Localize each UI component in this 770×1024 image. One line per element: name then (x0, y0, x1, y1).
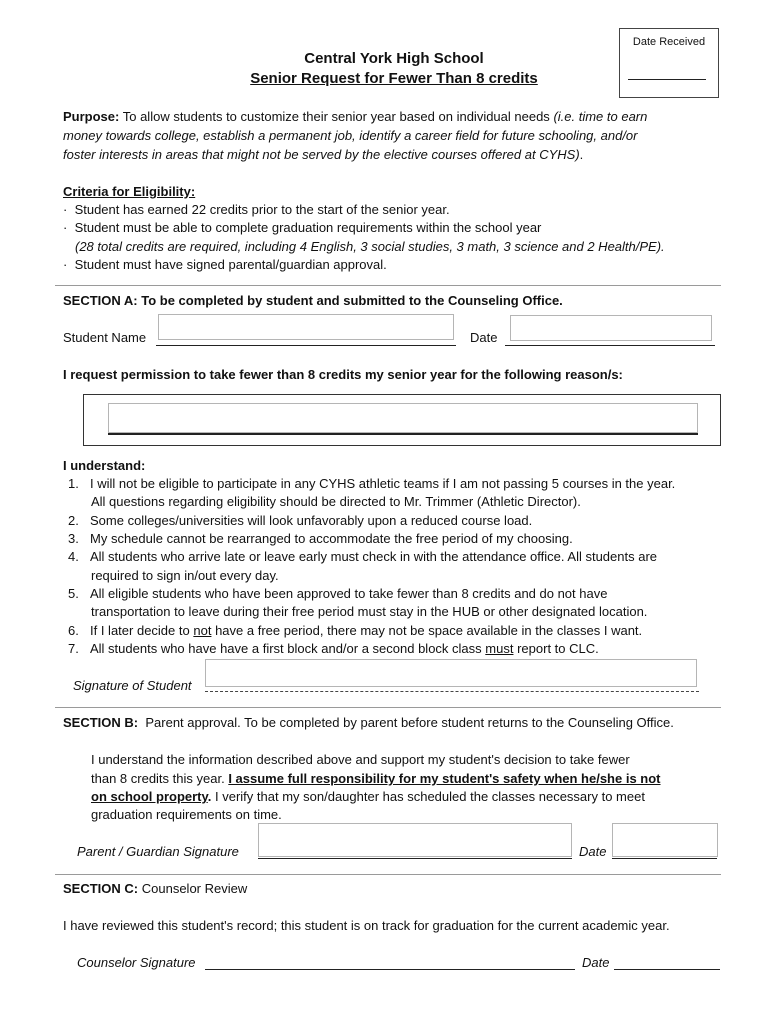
student-name-input[interactable] (158, 314, 454, 340)
reason-input[interactable] (108, 403, 698, 433)
criteria-item-3: · Student must have signed parental/guardian approval. (63, 257, 387, 272)
section-b-line-3-text: I verify that my son/daughter has scheduled the classes necessary to meet (215, 789, 645, 804)
understand-item-7 (68, 640, 599, 658)
section-c-label: SECTION C: (63, 881, 139, 896)
understand-heading: I understand: (63, 458, 146, 473)
responsibility-statement-end: on school property (91, 789, 208, 804)
parent-date-line (612, 858, 717, 859)
criteria-item-2-text: Student must be able to complete graduation requirements within the school year (74, 220, 542, 235)
separator-c (55, 874, 721, 875)
criteria-heading: Criteria for Eligibility: (63, 184, 196, 199)
counselor-review-text: I have reviewed this student's record; this student is on track for graduation for the current academic year. (63, 918, 670, 933)
criteria-item-2-note: (28 total credits are required, including 4 English, 3 social studies, 3 math, 3 science and 2 Health/PE). (75, 239, 665, 254)
understand-item-5b: transportation to leave during their free period must stay in the HUB or other designated location. (91, 604, 648, 619)
understand-item-4 (68, 548, 657, 566)
item-5-text: All eligible students who have been approved to take fewer than 8 credits and do not have (90, 586, 608, 601)
understand-item-1b: All questions regarding eligibility should be directed to Mr. Trimmer (Athletic Director). (91, 494, 581, 509)
student-date-label: Date (470, 330, 498, 345)
section-b-title-text: Parent approval. To be completed by parent before student returns to the Counseling Office. (145, 715, 674, 730)
understand-item-2 (68, 512, 532, 530)
section-b-line-3: on school property. I verify that my son/daughter has scheduled the classes necessary to meet (91, 789, 645, 804)
separator-a (55, 285, 721, 286)
purpose-line-1 (63, 108, 647, 126)
student-date-input[interactable] (510, 315, 712, 341)
counselor-signature-input[interactable] (205, 951, 575, 969)
item-7-text-post: report to CLC. (517, 641, 599, 656)
understand-item-3 (68, 530, 573, 548)
section-a-title: SECTION A: To be completed by student and submitted to the Counseling Office. (63, 293, 563, 308)
section-b-line-1: I understand the information described above and support my student's decision to take fewer (91, 752, 630, 767)
understand-item-6 (68, 622, 642, 640)
section-b-line-2 (91, 770, 661, 788)
item-1-number: 1. (68, 476, 79, 491)
section-b-label: SECTION B: (63, 715, 139, 730)
parent-signature-input[interactable] (258, 823, 572, 857)
understand-item-1 (68, 475, 675, 493)
criteria-item-1: · Student has earned 22 credits prior to the start of the senior year. (63, 202, 450, 217)
section-b-line-4: graduation requirements on time. (91, 807, 282, 822)
student-name-line (156, 345, 456, 346)
item-2-number: 2. (68, 513, 79, 528)
item-6-emphasis: not (193, 623, 212, 638)
counselor-signature-label: Counselor Signature (77, 955, 196, 970)
understand-item-4b: required to sign in/out every day. (91, 568, 279, 583)
section-b-title (63, 714, 674, 732)
parent-signature-label: Parent / Guardian Signature (77, 844, 239, 859)
purpose-example-1: (i.e. time to earn (553, 109, 648, 124)
responsibility-statement: I assume full responsibility for my student's safety when he/she is not (228, 771, 661, 786)
criteria-item-2: · Student must be able to complete graduation requirements within the school year (63, 220, 542, 235)
school-name: Central York High School (304, 50, 484, 67)
item-7-number: 7. (68, 641, 79, 656)
counselor-date-line (614, 969, 720, 970)
purpose-example-2: money towards college, establish a permanent job, identify a career field for future schooling, and/or (63, 128, 638, 143)
parent-date-input[interactable] (612, 823, 718, 857)
item-1-text: I will not be eligible to participate in any CYHS athletic teams if I am not passing 5 courses in the year. (90, 476, 676, 491)
section-c-title (63, 880, 247, 898)
reason-line (108, 433, 698, 435)
item-4-text: All students who arrive late or leave early must check in with the attendance office. All students are (90, 549, 658, 564)
student-signature-label: Signature of Student (73, 678, 192, 693)
purpose-example-3: foster interests in areas that might not be served by the elective courses offered at CYHS) (63, 147, 580, 162)
item-2-text: Some colleges/universities will look unfavorably upon a reduced course load. (90, 513, 533, 528)
purpose-end: . (579, 147, 584, 162)
item-6-number: 6. (68, 623, 79, 638)
separator-b (55, 707, 721, 708)
item-6-text-post: have a free period, there may not be space available in the classes I want. (215, 623, 643, 638)
counselor-date-label: Date (582, 955, 610, 970)
student-date-line (505, 345, 715, 346)
item-5-number: 5. (68, 586, 79, 601)
item-7-emphasis: must (485, 641, 514, 656)
item-7-text-pre: All students who have have a first block and/or a second block class (90, 641, 482, 656)
purpose-line-3 (63, 146, 583, 164)
item-3-text: My schedule cannot be rearranged to accommodate the free period of my choosing. (90, 531, 573, 546)
criteria-item-1-text: Student has earned 22 credits prior to the start of the senior year. (74, 202, 450, 217)
form-title: Senior Request for Fewer Than 8 credits (250, 70, 538, 87)
parent-date-label: Date (579, 844, 607, 859)
item-6-text-pre: If I later decide to (90, 623, 190, 638)
understand-item-5 (68, 585, 607, 603)
parent-signature-line (258, 858, 572, 859)
section-b-line-2-text: than 8 credits this year. (91, 771, 225, 786)
criteria-item-3-text: Student must have signed parental/guardian approval. (74, 257, 387, 272)
counselor-date-input[interactable] (614, 951, 720, 969)
item-3-number: 3. (68, 531, 79, 546)
section-c-title-text: Counselor Review (141, 881, 248, 896)
student-signature-line (205, 691, 699, 692)
date-received-line (628, 79, 706, 80)
purpose-label: Purpose: (63, 109, 120, 124)
item-4-number: 4. (68, 549, 79, 564)
student-name-label: Student Name (63, 330, 147, 345)
request-text: I request permission to take fewer than 8 credits my senior year for the following reason/s: (63, 367, 623, 382)
purpose-text: To allow students to customize their senior year based on individual needs (122, 109, 550, 124)
counselor-signature-line (205, 969, 575, 970)
student-signature-input[interactable] (205, 659, 697, 687)
date-received-label: Date Received (632, 36, 706, 48)
